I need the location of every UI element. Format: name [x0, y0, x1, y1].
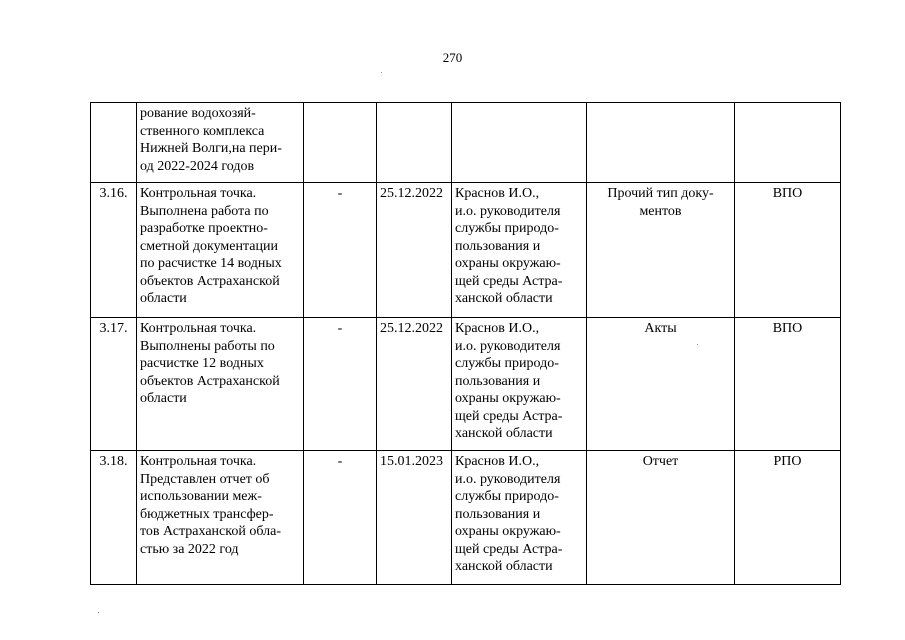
control-type-cell [735, 451, 841, 585]
start-date: - [337, 321, 343, 336]
responsible-line: пользования и [455, 373, 541, 389]
responsible-line: службы природо- [455, 489, 559, 504]
item-name-line: бюджетных трансфер- [140, 506, 274, 522]
responsible-line: пользования и [455, 238, 541, 254]
responsible-line: Краснов И.О., [455, 186, 540, 201]
control-points-table [90, 102, 841, 585]
item-name-line: области [140, 391, 187, 406]
item-name-line: разработке проектно- [140, 221, 268, 236]
item-name-line: расчистке 12 водных [140, 356, 264, 371]
document-type-cell [587, 318, 735, 451]
responsible-line: и.о. руководителя [455, 203, 561, 219]
item-number-cell [91, 183, 137, 318]
scan-speck [381, 72, 382, 73]
item-name-line: тов Астраханской обла- [140, 524, 281, 539]
responsible-line: охраны окружаю- [455, 256, 561, 271]
item-name-line: объектов Астраханской [140, 373, 280, 389]
item-number: 3.17. [99, 321, 128, 336]
table-row [91, 103, 841, 183]
item-name-cell [137, 451, 304, 585]
item-name-line: Контрольная точка. [140, 321, 257, 336]
document-type-cell [587, 103, 735, 183]
document-type-line: Акты [644, 321, 677, 336]
item-name-line: Выполнена работа по [140, 203, 269, 219]
responsible-line: щей среды Астра- [455, 408, 563, 424]
responsible-line: ханской области [455, 291, 553, 306]
item-name-line: рование водохозяй- [140, 106, 256, 121]
responsible-line: службы природо- [455, 221, 559, 236]
item-number-cell [91, 103, 137, 183]
document-type-line: Прочий тип доку- [607, 186, 714, 201]
item-name-line: использовании меж- [140, 489, 262, 504]
document-type-cell [587, 451, 735, 585]
responsible-cell [452, 318, 587, 451]
control-type: ВПО [772, 186, 803, 201]
responsible-line: охраны окружаю- [455, 524, 561, 539]
control-type: РПО [773, 454, 802, 469]
document-type-line: ментов [639, 203, 682, 219]
page-number: 270 [442, 50, 463, 65]
end-date-cell [377, 451, 452, 585]
responsible-cell [452, 183, 587, 318]
item-name-line: по расчистке 14 водных [140, 256, 282, 271]
scan-speck [697, 344, 698, 345]
item-name-cell [137, 103, 304, 183]
responsible-line: службы природо- [455, 356, 559, 371]
responsible-cell [452, 451, 587, 585]
responsible-line: щей среды Астра- [455, 273, 563, 289]
item-name-line: области [140, 291, 187, 306]
responsible-line: Краснов И.О., [455, 321, 540, 336]
item-name-line: Нижней Волги,на пери- [140, 141, 282, 156]
table-row [91, 318, 841, 451]
item-name-line: Контрольная точка. [140, 454, 257, 469]
start-date: - [337, 186, 343, 201]
item-name-line: ственного комплекса [140, 123, 265, 139]
start-date: - [337, 454, 343, 469]
table-row [91, 183, 841, 318]
responsible-line: Краснов И.О., [455, 454, 540, 469]
responsible-line: и.о. руководителя [455, 338, 561, 354]
scan-speck [98, 612, 99, 613]
item-number-cell [91, 318, 137, 451]
item-name-line: стью за 2022 год [140, 541, 239, 557]
start-date-cell [304, 451, 377, 585]
document-type-line: Отчет [642, 454, 679, 469]
item-number: 3.16. [99, 186, 128, 201]
control-type-cell [735, 318, 841, 451]
end-date: 25.12.2022 [380, 321, 443, 336]
table-row [91, 451, 841, 585]
item-name-line: Представлен отчет об [140, 471, 270, 487]
responsible-line: охраны окружаю- [455, 391, 561, 406]
responsible-line: пользования и [455, 506, 541, 522]
start-date-cell [304, 318, 377, 451]
start-date-cell [304, 103, 377, 183]
item-name-line: сметной документации [140, 238, 278, 254]
control-type: ВПО [772, 321, 803, 336]
control-type-cell [735, 103, 841, 183]
end-date-cell [377, 183, 452, 318]
item-name-line: од 2022-2024 годов [140, 158, 255, 174]
item-name-line: объектов Астраханской [140, 273, 280, 289]
control-type-cell [735, 183, 841, 318]
item-number: 3.18. [99, 454, 128, 469]
end-date-cell [377, 318, 452, 451]
item-name-cell [137, 318, 304, 451]
responsible-line: и.о. руководителя [455, 471, 561, 487]
end-date-cell [377, 103, 452, 183]
item-name-cell [137, 183, 304, 318]
end-date: 15.01.2023 [380, 454, 443, 469]
document-type-cell [587, 183, 735, 318]
item-number-cell [91, 451, 137, 585]
responsible-cell [452, 103, 587, 183]
item-name-line: Выполнены работы по [140, 338, 275, 354]
responsible-line: ханской области [455, 559, 553, 574]
responsible-line: ханской области [455, 426, 553, 441]
responsible-line: щей среды Астра- [455, 541, 563, 557]
start-date-cell [304, 183, 377, 318]
item-name-line: Контрольная точка. [140, 186, 257, 201]
end-date: 25.12.2022 [380, 186, 443, 201]
